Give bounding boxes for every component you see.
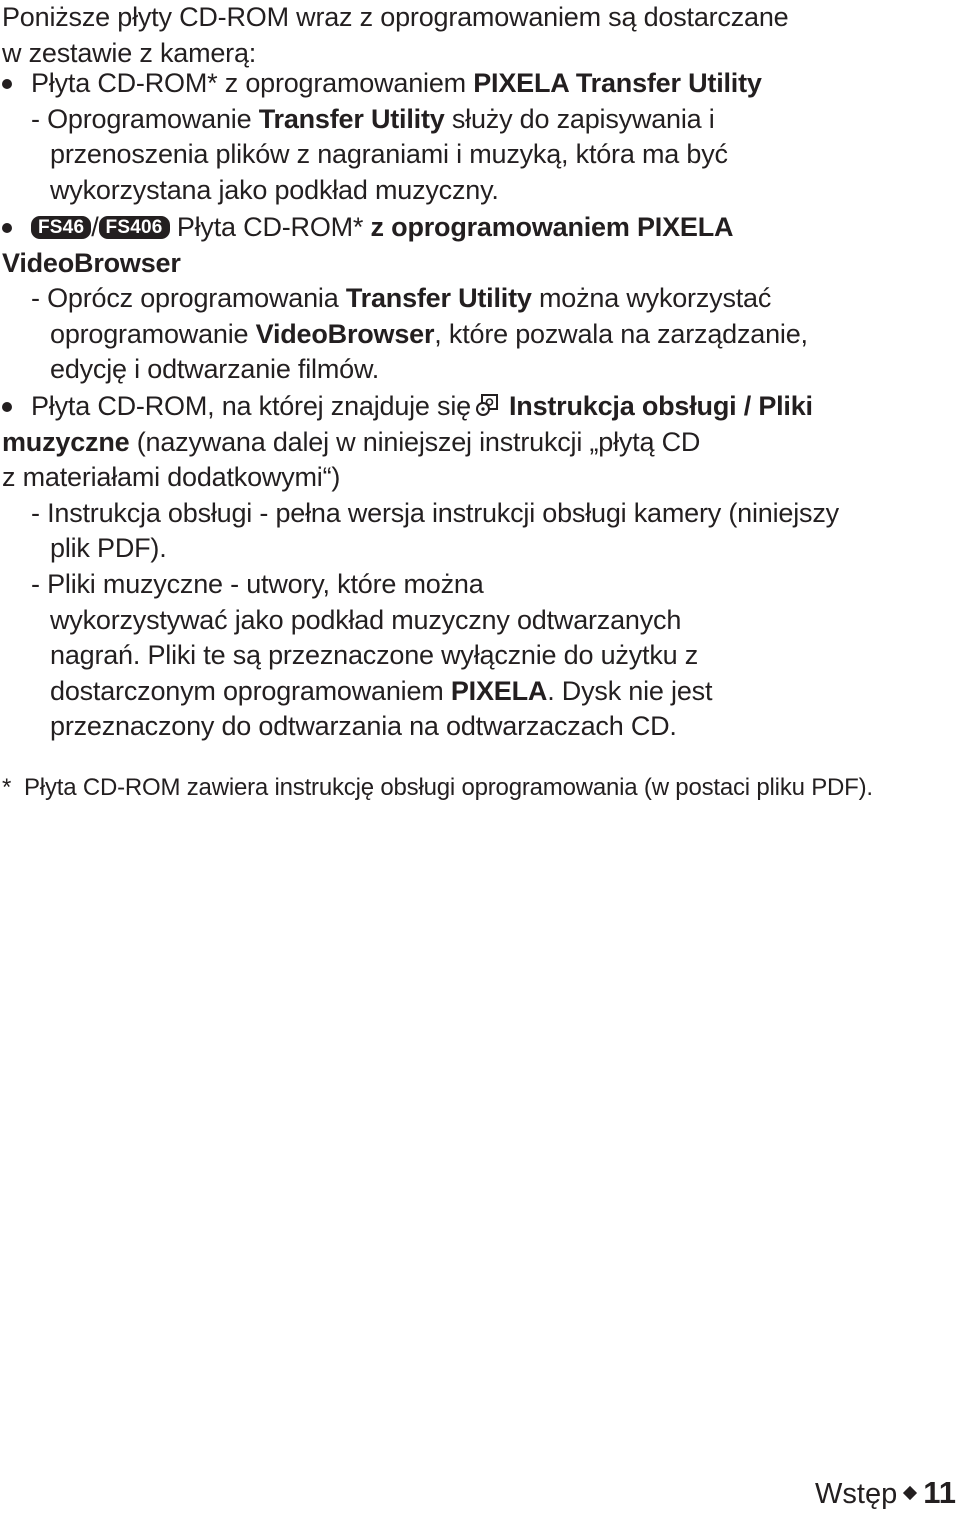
footnote-text: Płyta CD-ROM zawiera instrukcję obsługi oprogramowania (w postaci pliku PDF). bbox=[24, 774, 873, 801]
sub-bold: Transfer Utility bbox=[345, 283, 532, 314]
list-item-instructions-disc bbox=[2, 389, 952, 745]
sub-text: - Oprogramowanie bbox=[31, 103, 259, 134]
item-text: (nazywana dalej w niniejszej instrukcji „płytą CD bbox=[129, 426, 701, 457]
sub-bold: PIXELA bbox=[450, 675, 548, 706]
sub-bold: VideoBrowser bbox=[255, 318, 435, 349]
footnote bbox=[2, 772, 873, 804]
bullet-icon bbox=[2, 402, 12, 412]
sub-line: wykorzystywać jako podkład muzyczny odtwarzanych bbox=[50, 604, 682, 635]
sub-line: przenoszenia plików z nagraniami i muzyką, która ma być bbox=[50, 139, 728, 170]
sub-line bbox=[2, 317, 952, 353]
sub-text: , które pozwala na zarządzanie, bbox=[434, 318, 808, 349]
sub-line: plik PDF). bbox=[50, 533, 167, 564]
sub-text: można wykorzystać bbox=[531, 283, 772, 314]
model-badge-fs406: FS406 bbox=[99, 216, 170, 239]
bullet-icon bbox=[2, 79, 12, 89]
item-text: Płyta CD-ROM, na której znajduje się bbox=[31, 391, 471, 421]
diamond-icon bbox=[903, 1486, 917, 1500]
footnote-marker: * bbox=[2, 774, 12, 801]
item-bold: VideoBrowser bbox=[2, 247, 181, 278]
sub-text: służy do zapisywania i bbox=[444, 103, 715, 134]
sub-text: - Oprócz oprogramowania bbox=[31, 283, 346, 314]
item-bold: muzyczne bbox=[2, 426, 130, 457]
intro-line-1: Poniższe płyty CD-ROM wraz z oprogramowaniem są dostarczane bbox=[2, 2, 789, 32]
sub-text: dostarczonym oprogramowaniem bbox=[50, 675, 451, 706]
sub-line: - Pliki muzyczne - utwory, które można bbox=[31, 568, 484, 599]
list-item-heading bbox=[2, 66, 952, 102]
list-item-heading-cont bbox=[2, 425, 952, 461]
list-item-videobrowser bbox=[2, 210, 952, 388]
cd-disc-icon bbox=[475, 393, 503, 419]
item-bold: PIXELA Transfer Utility bbox=[473, 68, 762, 98]
list-item-heading-cont bbox=[2, 246, 952, 282]
model-badge-fs46: FS46 bbox=[31, 216, 91, 239]
sub-line: przeznaczony do odtwarzania na odtwarzaczach CD. bbox=[50, 711, 677, 742]
sub-line: nagrań. Pliki te są przeznaczone wyłącznie do użytku z bbox=[50, 640, 699, 671]
sub-bold: Transfer Utility bbox=[258, 103, 445, 134]
list-item-heading bbox=[2, 389, 952, 425]
item-bold: z oprogramowaniem PIXELA bbox=[370, 212, 734, 242]
list-item-heading bbox=[2, 210, 952, 246]
intro-paragraph bbox=[2, 0, 952, 71]
page-number: 11 bbox=[923, 1475, 956, 1510]
intro-line-2: w zestawie z kamerą: bbox=[2, 37, 257, 68]
sub-text: . Dysk nie jest bbox=[547, 675, 713, 706]
sub-line bbox=[2, 674, 952, 710]
sub-line: wykorzystana jako podkład muzyczny. bbox=[50, 174, 499, 205]
item-text: Płyta CD-ROM* bbox=[169, 212, 371, 242]
item-bold: Instrukcja obsługi / Pliki bbox=[508, 391, 813, 421]
section-name: Wstęp bbox=[815, 1478, 898, 1510]
sub-line: edycję i odtwarzanie filmów. bbox=[50, 354, 380, 385]
sub-text: oprogramowanie bbox=[50, 318, 256, 349]
page-footer bbox=[815, 1474, 956, 1513]
slash: / bbox=[91, 212, 99, 242]
bullet-icon bbox=[2, 223, 12, 233]
sub-line bbox=[2, 102, 952, 138]
list-item-heading-cont: z materiałami dodatkowymi“) bbox=[2, 462, 341, 493]
list-item-transfer-utility bbox=[2, 66, 952, 208]
sub-line bbox=[2, 281, 952, 317]
sub-line: - Instrukcja obsługi - pełna wersja instrukcji obsługi kamery (niniejszy bbox=[31, 497, 839, 528]
item-text: Płyta CD-ROM* z oprogramowaniem bbox=[31, 68, 474, 98]
